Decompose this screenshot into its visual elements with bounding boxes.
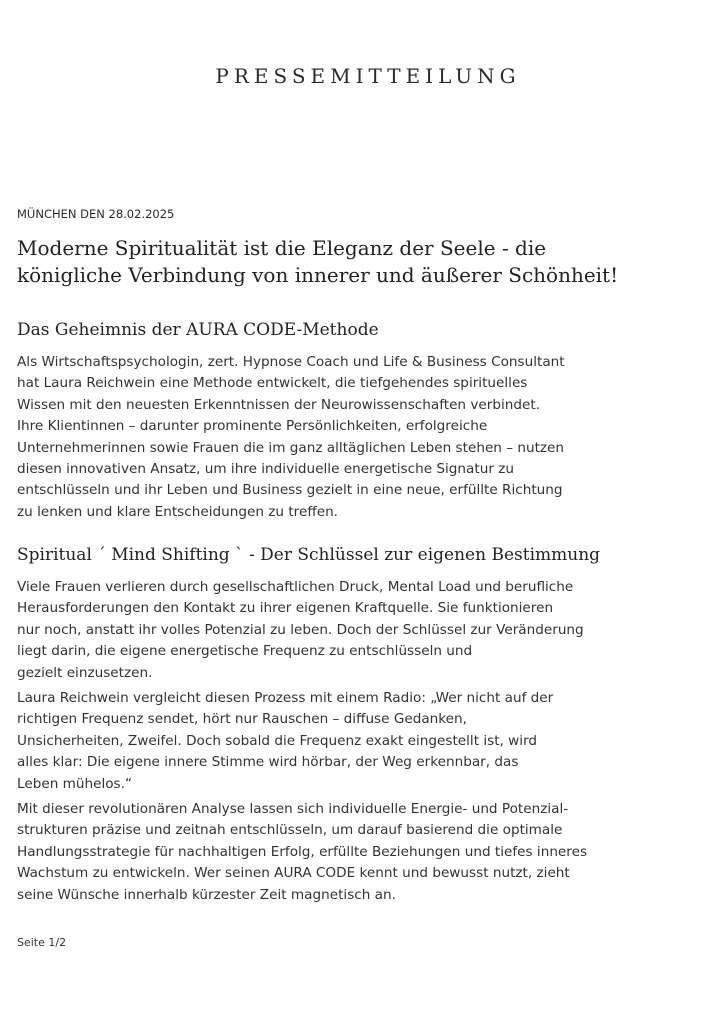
text-line: Als Wirtschaftspsychologin, zert. Hypnose Coach und Life & Business Consultant: [17, 354, 565, 370]
text-line: Laura Reichwein vergleicht diesen Prozess mit einem Radio: „Wer nicht auf der: [17, 690, 554, 706]
text-line: Leben mühelos.“: [17, 775, 133, 792]
text-line: Viele Frauen verlieren durch gesellschaftlichen Druck, Mental Load und berufliche: [17, 579, 574, 595]
text-line: alles klar: Die eigene innere Stimme wird hörbar, der Weg erkennbar, das: [17, 754, 519, 771]
text-line: diesen innovativen Ansatz, um ihre individuelle energetische Signatur zu: [17, 461, 514, 478]
document-header: PRESSEMITTEILUNG: [215, 64, 521, 88]
text-line: zu lenken und klare Entscheidungen zu treffen.: [17, 503, 339, 520]
section-title-mind-shifting: Spiritual ´ Mind Shifting ` - Der Schlüssel zur eigenen Bestimmung: [17, 545, 601, 565]
text-line: Mit dieser revolutionären Analyse lassen sich individuelle Energie- und Potenzial-: [17, 801, 569, 817]
text-line: Unternehmerinnen sowie Frauen die im ganz alltäglichen Leben stehen – nutzen: [17, 439, 565, 456]
text-line: nur noch, anstatt ihr volles Potenzial zu leben. Doch der Schlüssel zur Veränderung: [17, 621, 584, 638]
section1-paragraph: [17, 352, 677, 523]
text-line: hat Laura Reichwein eine Methode entwickelt, die tiefgehendes spirituelles: [17, 375, 528, 392]
text-line: richtigen Frequenz sendet, hört nur Rauschen – diffuse Gedanken,: [17, 711, 467, 728]
section2-paragraph-3: [17, 799, 677, 906]
page-number: Seite 1/2: [17, 936, 67, 949]
section-title-aura-code: Das Geheimnis der AURA CODE-Methode: [17, 320, 379, 340]
text-line: Wissen mit den neuesten Erkenntnissen der Neurowissenschaften verbindet.: [17, 396, 541, 413]
text-line: Handlungsstrategie für nachhaltigen Erfolg, erfüllte Beziehungen und tiefes inneres: [17, 843, 588, 860]
section2-paragraph-2: [17, 688, 677, 795]
text-line: seine Wünsche innerhalb kürzester Zeit magnetisch an.: [17, 886, 396, 903]
headline: [17, 235, 667, 289]
text-line: Wachstum zu entwickeln. Wer seinen AURA CODE kennt und bewusst nutzt, zieht: [17, 865, 570, 882]
text-line: strukturen präzise und zeitnah entschlüsseln, um darauf basierend die optimale: [17, 822, 563, 839]
text-line: Unsicherheiten, Zweifel. Doch sobald die Frequenz exakt eingestellt ist, wird: [17, 732, 538, 749]
text-line: gezielt einzusetzen.: [17, 664, 153, 681]
text-line: entschlüsseln und ihr Leben und Business gezielt in eine neue, erfüllte Richtung: [17, 482, 563, 499]
text-line: liegt darin, die eigene energetische Frequenz zu entschlüsseln und: [17, 643, 473, 660]
headline-line: Moderne Spiritualität ist die Eleganz der Seele - die: [17, 236, 547, 260]
dateline: MÜNCHEN DEN 28.02.2025: [17, 207, 175, 221]
text-line: Ihre Klientinnen – darunter prominente Persönlichkeiten, erfolgreiche: [17, 418, 488, 435]
headline-line: königliche Verbindung von innerer und äußerer Schönheit!: [17, 263, 619, 287]
section2-paragraph-1: [17, 577, 677, 684]
text-line: Herausforderungen den Kontakt zu ihrer eigenen Kraftquelle. Sie funktionieren: [17, 600, 554, 617]
